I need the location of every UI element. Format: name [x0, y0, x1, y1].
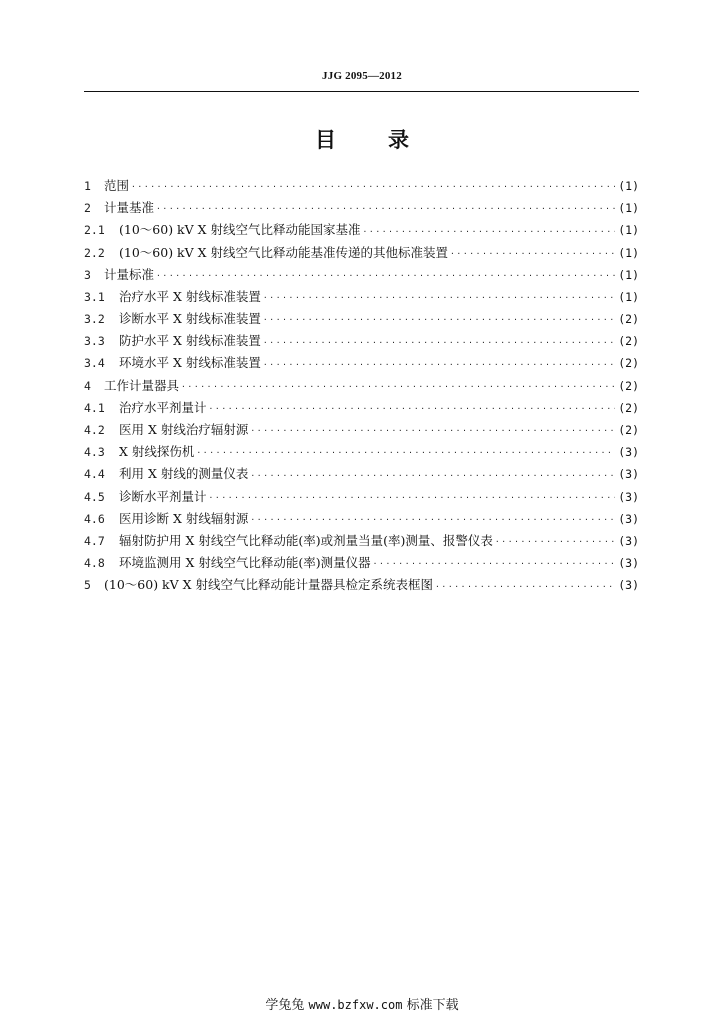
toc-entry-page: (2) — [618, 378, 639, 393]
toc-entry[interactable] — [84, 308, 639, 330]
toc-leader-dots — [179, 377, 615, 397]
toc-entry-title: 治疗水平剂量计 — [119, 399, 207, 415]
toc-entry-page: (2) — [618, 334, 639, 349]
toc-leader-dots — [207, 399, 616, 419]
footer-url[interactable]: www.bzfxw.com — [308, 998, 403, 1012]
toc-leader-dots — [261, 310, 615, 330]
toc-entry[interactable] — [84, 264, 639, 286]
toc-entry[interactable] — [84, 508, 639, 530]
toc-leader-dots — [129, 177, 615, 197]
toc-entry-number: 4.1 — [84, 400, 105, 415]
toc-leader-dots — [154, 199, 615, 219]
toc-entry-number: 2 — [84, 201, 91, 216]
toc-leader-dots — [433, 577, 615, 597]
toc-entry-title: X 射线探伤机 — [119, 444, 195, 460]
toc-entry-number: 4.7 — [84, 533, 105, 548]
toc-entry-page: (1) — [618, 289, 639, 304]
toc-entry-page: (3) — [618, 578, 639, 593]
toc-leader-dots — [493, 532, 615, 552]
toc-entry[interactable] — [84, 397, 639, 419]
toc-entry-page: (1) — [618, 267, 639, 282]
toc-entry-number: 4.3 — [84, 445, 105, 460]
toc-entry-title: (10～60) kV X 射线空气比释动能计量器具检定系统表框图 — [104, 577, 433, 593]
header-rule — [84, 91, 639, 92]
toc-entry-title: 防护水平 X 射线标准装置 — [119, 333, 261, 349]
toc-entry-title: 计量标准 — [104, 266, 155, 282]
toc-entry[interactable] — [84, 219, 639, 241]
toc-entry-page: (3) — [618, 533, 639, 548]
toc-leader-dots — [448, 244, 615, 264]
toc-leader-dots — [261, 288, 615, 308]
toc-entry-page: (3) — [618, 467, 639, 482]
toc-entry-title: 医用诊断 X 射线辐射源 — [119, 510, 249, 526]
toc-leader-dots — [248, 421, 615, 441]
toc-entry[interactable] — [84, 175, 639, 197]
toc-entry-title: 诊断水平剂量计 — [119, 488, 207, 504]
toc-entry-number: 2.1 — [84, 223, 105, 238]
toc-leader-dots — [261, 333, 615, 353]
toc-entry[interactable] — [84, 330, 639, 352]
toc-entry[interactable] — [84, 375, 639, 397]
toc-entry-page: (3) — [618, 489, 639, 504]
toc-entry[interactable] — [84, 574, 639, 596]
toc-entry-title: 环境监测用 X 射线空气比释动能(率)测量仪器 — [119, 555, 371, 571]
toc-entry-title: 医用 X 射线治疗辐射源 — [119, 422, 249, 438]
toc-leader-dots — [248, 510, 615, 530]
toc-leader-dots — [261, 355, 615, 375]
toc-entry-number: 1 — [84, 178, 91, 193]
footer — [0, 994, 724, 1013]
toc-entry-page: (1) — [618, 201, 639, 216]
toc-entry[interactable] — [84, 286, 639, 308]
toc-entry-number: 5 — [84, 578, 91, 593]
toc-entry-title: 辐射防护用 X 射线空气比释动能(率)或剂量当量(率)测量、报警仪表 — [119, 532, 493, 548]
toc-entry-title: (10～60) kV X 射线空气比释动能基准传递的其他标准装置 — [119, 244, 448, 260]
toc-leader-dots — [154, 266, 615, 286]
toc-entry-title: 计量基准 — [104, 200, 155, 216]
toc-leader-dots — [248, 466, 615, 486]
toc-title: 目录 — [315, 128, 461, 152]
toc-entry[interactable] — [84, 242, 639, 264]
toc-entry-title: 环境水平 X 射线标准装置 — [119, 355, 261, 371]
toc-entry-page: (1) — [618, 245, 639, 260]
document-code-header: JJG 2095—2012 — [322, 70, 402, 82]
toc-leader-dots — [194, 443, 615, 463]
toc-entry-number: 3.1 — [84, 289, 105, 304]
toc-entry-page: (2) — [618, 423, 639, 438]
toc-entry-title: 诊断水平 X 射线标准装置 — [119, 311, 261, 327]
toc-entry-number: 3.3 — [84, 334, 105, 349]
toc-entry-page: (3) — [618, 445, 639, 460]
toc-entry-page: (2) — [618, 356, 639, 371]
toc-entry[interactable] — [84, 552, 639, 574]
footer-suffix: 标准下载 — [406, 998, 459, 1013]
toc-entry-title: 范围 — [104, 177, 130, 193]
toc-entry-title: (10～60) kV X 射线空气比释动能国家基准 — [119, 222, 361, 238]
toc-entry-page: (3) — [618, 511, 639, 526]
toc-entry-number: 3.4 — [84, 356, 105, 371]
toc-entry-number: 3 — [84, 267, 91, 282]
toc-entry[interactable] — [84, 353, 639, 375]
toc-entry[interactable] — [84, 486, 639, 508]
toc-entry-title: 工作计量器具 — [104, 377, 180, 393]
toc-entry-number: 4.6 — [84, 511, 105, 526]
toc-entry-number: 4.8 — [84, 556, 105, 571]
toc-entry[interactable] — [84, 530, 639, 552]
toc-entry[interactable] — [84, 441, 639, 463]
table-of-contents — [84, 175, 639, 597]
toc-entry-page: (1) — [618, 178, 639, 193]
toc-entry[interactable] — [84, 197, 639, 219]
toc-entry-number: 3.2 — [84, 312, 105, 327]
toc-entry-page: (1) — [618, 223, 639, 238]
toc-entry-number: 4.5 — [84, 489, 105, 504]
toc-entry-number: 4.2 — [84, 423, 105, 438]
toc-entry-page: (3) — [618, 556, 639, 571]
toc-entry-title: 治疗水平 X 射线标准装置 — [119, 288, 261, 304]
toc-leader-dots — [361, 222, 616, 242]
toc-entry-number: 4.4 — [84, 467, 105, 482]
toc-leader-dots — [371, 554, 616, 574]
toc-leader-dots — [207, 488, 616, 508]
toc-entry-title: 利用 X 射线的测量仪表 — [119, 466, 249, 482]
toc-entry-number: 2.2 — [84, 245, 105, 260]
toc-entry[interactable] — [84, 463, 639, 485]
toc-entry-page: (2) — [618, 400, 639, 415]
toc-entry-number: 4 — [84, 378, 91, 393]
toc-entry[interactable] — [84, 419, 639, 441]
footer-site-name: 学兔兔 — [265, 998, 305, 1013]
toc-entry-page: (2) — [618, 312, 639, 327]
